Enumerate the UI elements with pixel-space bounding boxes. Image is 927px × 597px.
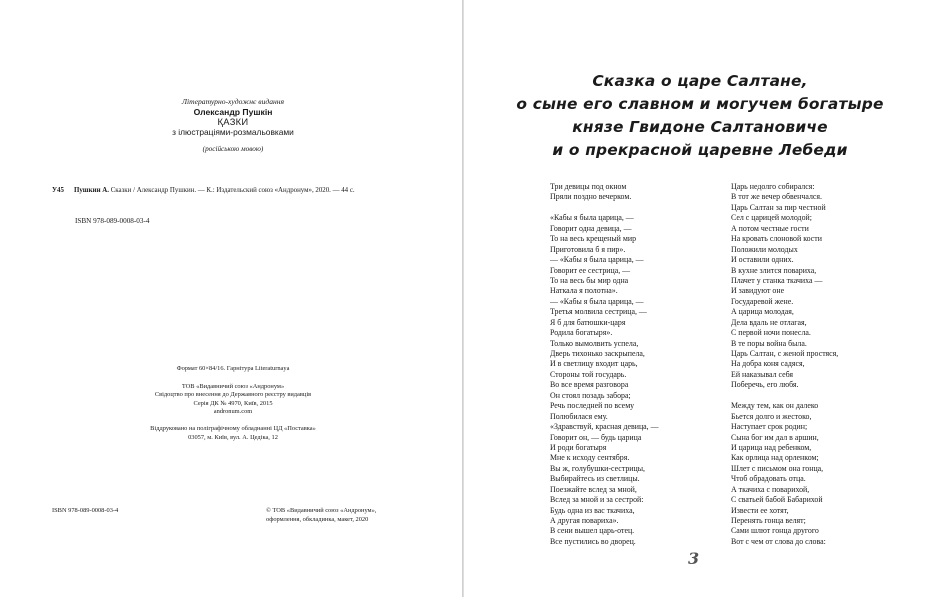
verse-line: Царь недолго собирался: [731,182,815,191]
verse-line: — «Кабы я была царица, — [550,296,644,306]
verse-line: Ей наказывал себя [731,369,794,379]
tale-title-line: и о прекрасной царевне Лебеди [552,141,848,159]
verse-line: Царь Салтан, с женой простяся, [731,349,839,358]
verse-line: Извести ее хотят, [731,505,789,515]
verse-line: И завидуют оне [731,286,785,296]
verse-line: Шлет с письмом она гонца, [731,463,824,473]
verse-line: А другая повариха». [550,516,619,525]
publisher-line: ТОВ «Видавничий союз «Андронум» [181,382,285,390]
publisher-block [118,383,348,417]
language-note: (російською мовою) [202,145,264,153]
tale-title-line: о сыне его славном и могучем богатыре [516,95,884,113]
verse-line: Родила богатыря». [550,328,613,338]
publisher-line: Свідоцтво про внесення до Державного реєстру видавців [154,391,312,399]
verse-line: Бьется долго и жестоко, [731,411,812,421]
verse-line: Как орлица над орленком; [731,453,819,463]
verse-line: Стороны той государь. [550,369,627,379]
verse-line: Поезжайте вслед за мной, [550,484,637,494]
verse-line: И царица над ребенком, [731,442,812,452]
verse-line: Будь одна из вас ткачиха, [550,505,635,515]
genre-label: Літературно-художнє видання [181,97,285,106]
udk-description: Сказки / Александр Пушкин. — К.: Издательский союз «Андронум», 2020. — 44 с. [108,187,355,194]
page-number: 3 [688,549,700,568]
verse-line: Чтоб обрадовать отца. [731,474,806,484]
verse-line: Наступает срок родин; [731,422,808,432]
verse-line: Во все время разговора [550,380,629,390]
verse-line: Дела вдаль не отлагая, [731,317,807,327]
verse-line: Положили молодых [731,244,798,254]
copyright-notice [266,507,416,524]
tale-title-line: Сказка о царе Салтане, [592,72,808,90]
isbn-bottom: ISBN 978-089-0008-03-4 [52,507,119,514]
verse-line: А ткачиха с поварихой, [731,484,810,494]
copyright-line: © ТОВ «Видавничий союз «Андронум», [266,507,377,514]
verse-line: Говорит он, — будь царица [550,432,642,442]
verse-line: Сел с царицей молодой; [731,213,812,223]
verse-line: Вот с чем от слова до слова: [731,536,826,546]
verse-line: Перенять гонца велят; [731,516,806,525]
verse-line: Речь последней по всему [550,401,635,411]
verse-line: Дверь тихонько заскрыпела, [550,349,645,358]
verse-line: Я б для батюшки-царя [550,317,626,327]
verse-line: Приготовила б я пир». [550,244,626,254]
verse-line: Третья молвила сестрица, — [550,307,647,317]
verse-line: Все пустились во дворец. [550,536,636,546]
copyright-line: оформлення, обкладинка, макет, 2020 [266,515,369,523]
verse-line: В те поры война была. [731,338,807,348]
verse-line: Говорит ее сестрица, — [550,265,631,275]
verse-line: На кровать слоновой кости [731,234,822,244]
book-title: ҚАЗКИ [217,116,249,127]
verse-line: — «Кабы я была царица, — [550,255,644,265]
stanza-break [550,203,720,213]
publisher-website: andronum.com [213,408,253,416]
verse-line: Государевой жене. [731,296,794,306]
verse-line: И в светлицу входит царь, [550,359,638,369]
imprint-details [118,365,348,442]
verse-line: Царь Салтан за пир честной [731,202,826,212]
verse-line: Пряли поздно вечерком. [550,192,632,202]
verse-line: Между тем, как он далеко [731,401,819,411]
verse-line: Сами шлют гонца другого [731,526,819,536]
verse-line: Полюбилася ему. [550,411,608,421]
verse-column-right [731,182,901,547]
verse-line: Наткала я полотна». [550,286,618,296]
printing-block [118,425,348,442]
verse-line: Вслед за мной и за сестрой: [550,495,644,505]
publisher-line: Серія ДК № 4970, Київ, 2015 [193,399,273,407]
verse-line: Мне к исходу сентября. [550,453,630,463]
verse-line: В сени вышел царь-отец. [550,526,635,536]
tale-title [476,70,924,162]
author-name: Олександр Пушкін [193,107,273,117]
udk-author: Пушкин А. [74,187,109,194]
verse-line: Только вымолвить успела, [550,338,639,348]
verse-line: Три девицы под окном [550,182,627,191]
printing-line: Віддруковано на поліграфічному обладнанні ЦД «Поставка» [150,424,316,432]
verse-line: С первой ночи понесла. [731,328,811,338]
verse-line: А потом честные гости [731,223,809,233]
verse-line: В кухне злится повариха, [731,265,817,275]
imprint-header [118,97,348,154]
verse-line: Вы ж, голубушки-сестрицы, [550,463,646,473]
verse-line: Выбирайтесь из светлицы. [550,474,640,484]
verse-line: То на весь бы мир одна [550,275,629,285]
verse-line: «Кабы я была царица, — [550,213,634,223]
isbn-top: ISBN 978-089-0008-03-4 [75,217,150,225]
format-line: Формат 60×84/16. Гарнітура Literaturnaya [176,365,290,372]
book-subtitle: з ілюстраціями-розмальовками [172,127,294,137]
verse-line: И роди богатыря [550,442,607,452]
verse-line: И оставили одних. [731,255,794,265]
tale-title-line: князе Гвидоне Салтановиче [572,118,828,136]
verse-line: С сватьей бабой Бабарихой [731,495,823,505]
verse-line: То на весь крещеный мир [550,234,637,244]
verse-line: Говорит одна девица, — [550,223,632,233]
verse-line: Он стоял позадь забора; [550,390,631,400]
verse-line: В тот же вечер обвенчался. [731,192,822,202]
verse-line: Сына бог им дал в аршин, [731,432,819,442]
printing-line: 03057, м. Київ, вул. А. Цедіка, 12 [188,433,278,441]
verse-line: На добра коня садяся, [731,359,805,369]
verse-line: Плачет у станка ткачиха — [731,275,823,285]
udk-code: У45 [52,187,64,194]
verse-line: Поберечь, его любя. [731,380,799,390]
stanza-break [731,391,901,401]
catalog-record [52,186,447,195]
verse-line: А царица молодая, [731,307,794,317]
verse-column-left [550,182,720,547]
verse-line: «Здравствуй, красная девица, — [550,422,659,432]
